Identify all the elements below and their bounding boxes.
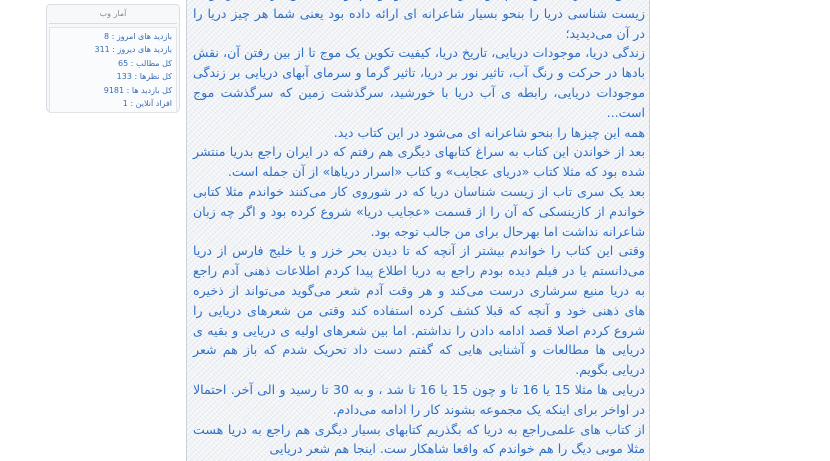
post-paragraph: همه این چیزها را بنحو شاعرانه ای می‌شود در این کتاب دید. bbox=[333, 124, 645, 140]
stat-online-users: افراد آنلاین : 1 bbox=[122, 99, 172, 109]
stat-total-posts: کل مطالب : 65 bbox=[118, 58, 172, 68]
stat-today-visits: بازدید های امروز : 8 bbox=[103, 32, 172, 41]
site-stats-widget bbox=[46, 4, 180, 112]
post-content-area bbox=[186, 0, 650, 461]
post-paragraph: زیست شناسی دریا را بنحو بسیار شاعرانه ای ارائه داده بود یعنی شما هر چیز دریا را در آن می‌دیدید؛ bbox=[193, 5, 645, 41]
post-paragraph: زندگی دریا، موجودات دریایی، تاریخ دریا، کیفیت تکوین یک موج تا از بین رفتن آن، نقش بادها در حرکت و رنگ آب، تاثیر نور بر دریا، تاثیر گرما و سرمای آبهای دریایی بر زندگی موجودات دریایی، رابطه ی آب دریا با خورشید، سرگذشت زمین که سرگذشت موج است... bbox=[193, 45, 645, 120]
post-paragraph: از کتاب های علمی‌راجع به دریا که بگذریم کتابهای بسیار دیگری هم راجع به دریا هست مثلا موبی دیگ را هم خواندم که واقعا شاهکار ست. اینجا هم شعر دریایی bbox=[193, 421, 645, 457]
stats-widget-title: آمار وب bbox=[49, 5, 177, 24]
post-paragraph: بعد از خواندن این کتاب به سراغ کتابهای دیگری هم رفتم که در ایران راجع بدریا منتشر شده بود که مثلا کتاب «دریای عجایب» و کتاب «اسرار دریاها» از آن جمله است. bbox=[193, 144, 645, 180]
post-paragraph: بعد یک سری تاب از زیست شناسان دریا که در شوروی کار می‌کنند خواندم مثلا کتابی خواندم از کازینسکی که آن را از قسمت «عجایب دریا» شروع کرده بود و اگر چه زبان شاعرانه نداشت اما بهرحال برای من جالب توجه بود. bbox=[193, 183, 645, 239]
post-paragraph: وقتی این کتاب را خواندم بیشتر از آنچه که تا دیدن بحر خزر و یا خلیج فارس از دریا می‌دانستم یا در فیلم دیده بودم راجع به دریا اطلاع پیدا کردم اطلاعات ذهنی آدم راجع به دریا منبع سرشاری درست می‌کند و هر وقت آدم شعر می‌گوید می‌تواند از ذخیره های ذهنی خود و آنچه که قبلا کشف کرده استفاده کند وقتی من شعرهای دریایی را شروع کردم اصلا قصد ادامه دادن را نداشتم. اما بین شعرهای اولیه ی دریایی و بقیه ی دریایی ها مطالعات و آشنایی هایی که گفتم دست داد تحریک شدم که باز هم شعر دریایی بگویم. bbox=[193, 243, 645, 378]
post-paragraph: دریایی ها مثلا 15 یا 16 تا و چون 15 یا 16 تا شد ، و به 30 تا رسید و الی آخر. احتمالا در اواخر برای اینکه یک مجموعه بشوند کار را ادامه می‌دادم. bbox=[193, 381, 645, 417]
stat-yesterday-visits: بازدید های دیروز : 311 bbox=[94, 45, 172, 55]
stats-list bbox=[49, 27, 177, 113]
post-body bbox=[187, 0, 649, 459]
stat-total-visits: کل بازدید ها : 9181 bbox=[103, 85, 172, 95]
stat-total-comments: کل نظرها : 133 bbox=[116, 72, 172, 82]
